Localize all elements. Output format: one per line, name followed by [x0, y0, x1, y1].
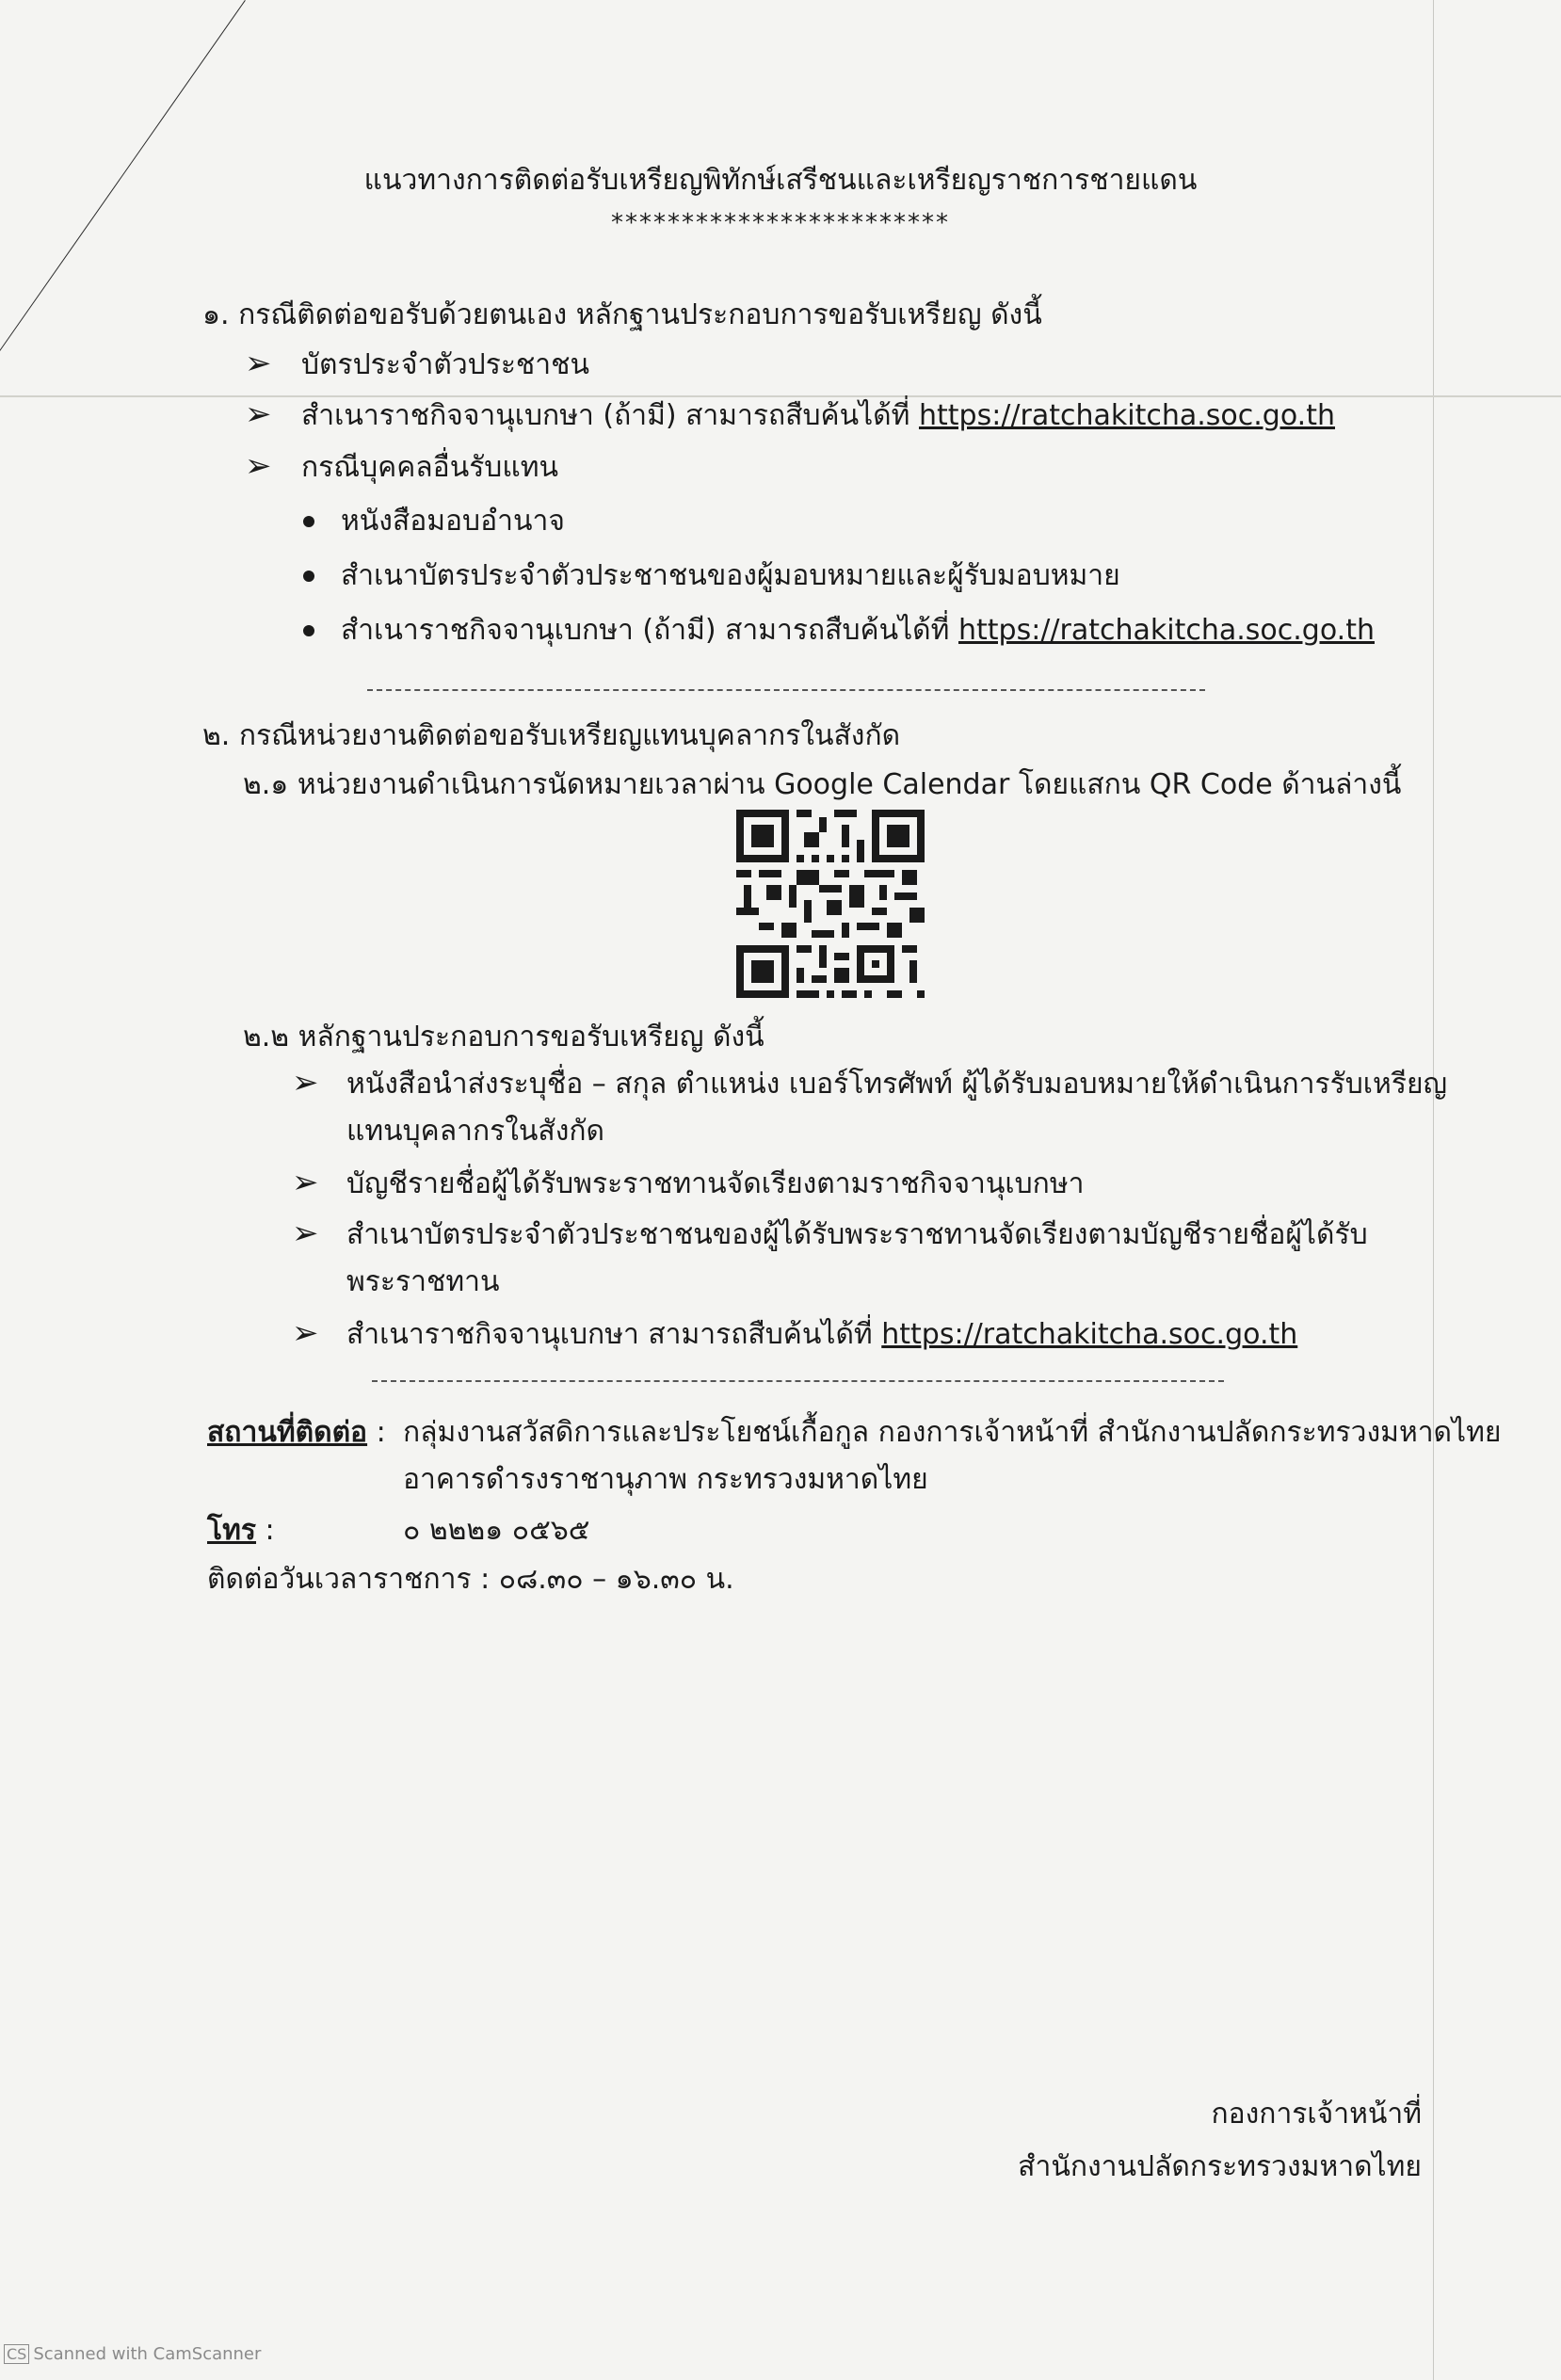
gazette-link[interactable]: https://ratchakitcha.soc.go.th	[918, 399, 1335, 432]
arrow-bullet-icon: ➢	[292, 1214, 319, 1252]
section2-item-cover-letter-cont: แทนบุคลากรในสังกัด	[346, 1115, 604, 1148]
signature-office: สำนักงานปลัดกระทรวงมหาดไทย	[1018, 2150, 1422, 2183]
section2-item-gazette-text: สำเนาราชกิจจานุเบกษา สามารถสืบค้นได้ที่	[346, 1318, 882, 1351]
signature-division: กองการเจ้าหน้าที่	[1211, 2098, 1422, 2131]
arrow-bullet-icon: ➢	[245, 345, 272, 382]
contact-tel-row	[207, 1512, 275, 1550]
section1-item-id-card: บัตรประจำตัวประชาชน	[301, 348, 590, 381]
round-bullet-icon	[303, 516, 314, 527]
round-bullet-icon	[303, 625, 314, 636]
section2-item-id-copies-cont: พระราชทาน	[346, 1265, 500, 1298]
section2-sub2: ๒.๒ หลักฐานประกอบการขอรับเหรียญ ดังนี้	[243, 1021, 764, 1053]
section1-item-gazette-text: สำเนาราชกิจจานุเบกษา (ถ้ามี) สามารถสืบค้นได้ที่	[301, 399, 919, 432]
contact-tel-label: โทร	[207, 1514, 257, 1547]
proxy-subitem-gazette-text: สำเนาราชกิจจานุเบกษา (ถ้ามี) สามารถสืบค้นได้ที่	[341, 614, 958, 647]
contact-place-label: สถานที่ติดต่อ	[207, 1416, 368, 1449]
section2-item-name-list: บัญชีรายชื่อผู้ได้รับพระราชทานจัดเรียงตามราชกิจจานุเบกษา	[346, 1167, 1085, 1200]
section1-heading: ๑. กรณีติดต่อขอรับด้วยตนเอง หลักฐานประกอบการขอรับเหรียญ ดังนี้	[202, 298, 1042, 331]
page-edge	[1433, 0, 1434, 2380]
section2-sub1: ๒.๑ หน่วยงานดำเนินการนัดหมายเวลาผ่าน Google Calendar โดยแสกน QR Code ด้านล่างนี้	[243, 768, 1402, 801]
contact-hours: ติดต่อวันเวลาราชการ : ๐๘.๓๐ – ๑๖.๓๐ น.	[207, 1563, 734, 1596]
contact-place-line1: กลุ่มงานสวัสดิการและประโยชน์เกื้อกูล กองการเจ้าหน้าที่ สำนักงานปลัดกระทรวงมหาดไทย	[403, 1416, 1502, 1449]
proxy-subitem-gazette	[341, 612, 1375, 650]
round-bullet-icon	[303, 571, 314, 582]
arrow-bullet-icon: ➢	[245, 447, 272, 485]
title-separator-stars: ************************	[611, 209, 950, 237]
gazette-link[interactable]: https://ratchakitcha.soc.go.th	[881, 1318, 1298, 1351]
section-divider	[372, 1380, 1224, 1382]
arrow-bullet-icon: ➢	[292, 1164, 319, 1201]
contact-tel-colon: :	[256, 1514, 275, 1547]
section-divider	[367, 689, 1205, 691]
contact-place-row	[207, 1414, 386, 1452]
section2-item-id-copies: สำเนาบัตรประจำตัวประชาชนของผู้ได้รับพระราชทานจัดเรียงตามบัญชีรายชื่อผู้ได้รับ	[346, 1218, 1368, 1251]
qr-code[interactable]	[736, 810, 925, 998]
section1-item-proxy: กรณีบุคคลอื่นรับแทน	[301, 451, 558, 484]
contact-place-line2: อาคารดำรงราชานุภาพ กระทรวงมหาดไทย	[403, 1463, 928, 1496]
arrow-bullet-icon: ➢	[292, 1314, 319, 1352]
gazette-link[interactable]: https://ratchakitcha.soc.go.th	[958, 614, 1375, 647]
document-title: แนวทางการติดต่อรับเหรียญพิทักษ์เสรีชนและเหรียญราชการชายแดน	[363, 164, 1198, 197]
camscanner-logo-icon: CS	[4, 2344, 29, 2364]
section1-item-gazette	[301, 397, 1335, 435]
contact-place-colon: :	[367, 1416, 386, 1449]
section2-item-cover-letter: หนังสือนำส่งระบุชื่อ – สกุล ตำแหน่ง เบอร์โทรศัพท์ ผู้ได้รับมอบหมายให้ดำเนินการรับเหรียญ	[346, 1068, 1448, 1101]
scanner-watermark	[4, 2344, 261, 2364]
section2-heading: ๒. กรณีหน่วยงานติดต่อขอรับเหรียญแทนบุคลากรในสังกัด	[202, 719, 901, 752]
section2-item-gazette	[346, 1316, 1297, 1354]
arrow-bullet-icon: ➢	[245, 395, 272, 433]
scanner-watermark-text: Scanned with CamScanner	[33, 2344, 262, 2364]
contact-tel-value: ๐ ๒๒๒๑ ๐๕๖๕	[403, 1514, 590, 1547]
proxy-subitem-power-of-attorney: หนังสือมอบอำนาจ	[341, 505, 565, 538]
proxy-subitem-id-copies: สำเนาบัตรประจำตัวประชาชนของผู้มอบหมายและผู้รับมอบหมาย	[341, 559, 1120, 592]
arrow-bullet-icon: ➢	[292, 1064, 319, 1102]
